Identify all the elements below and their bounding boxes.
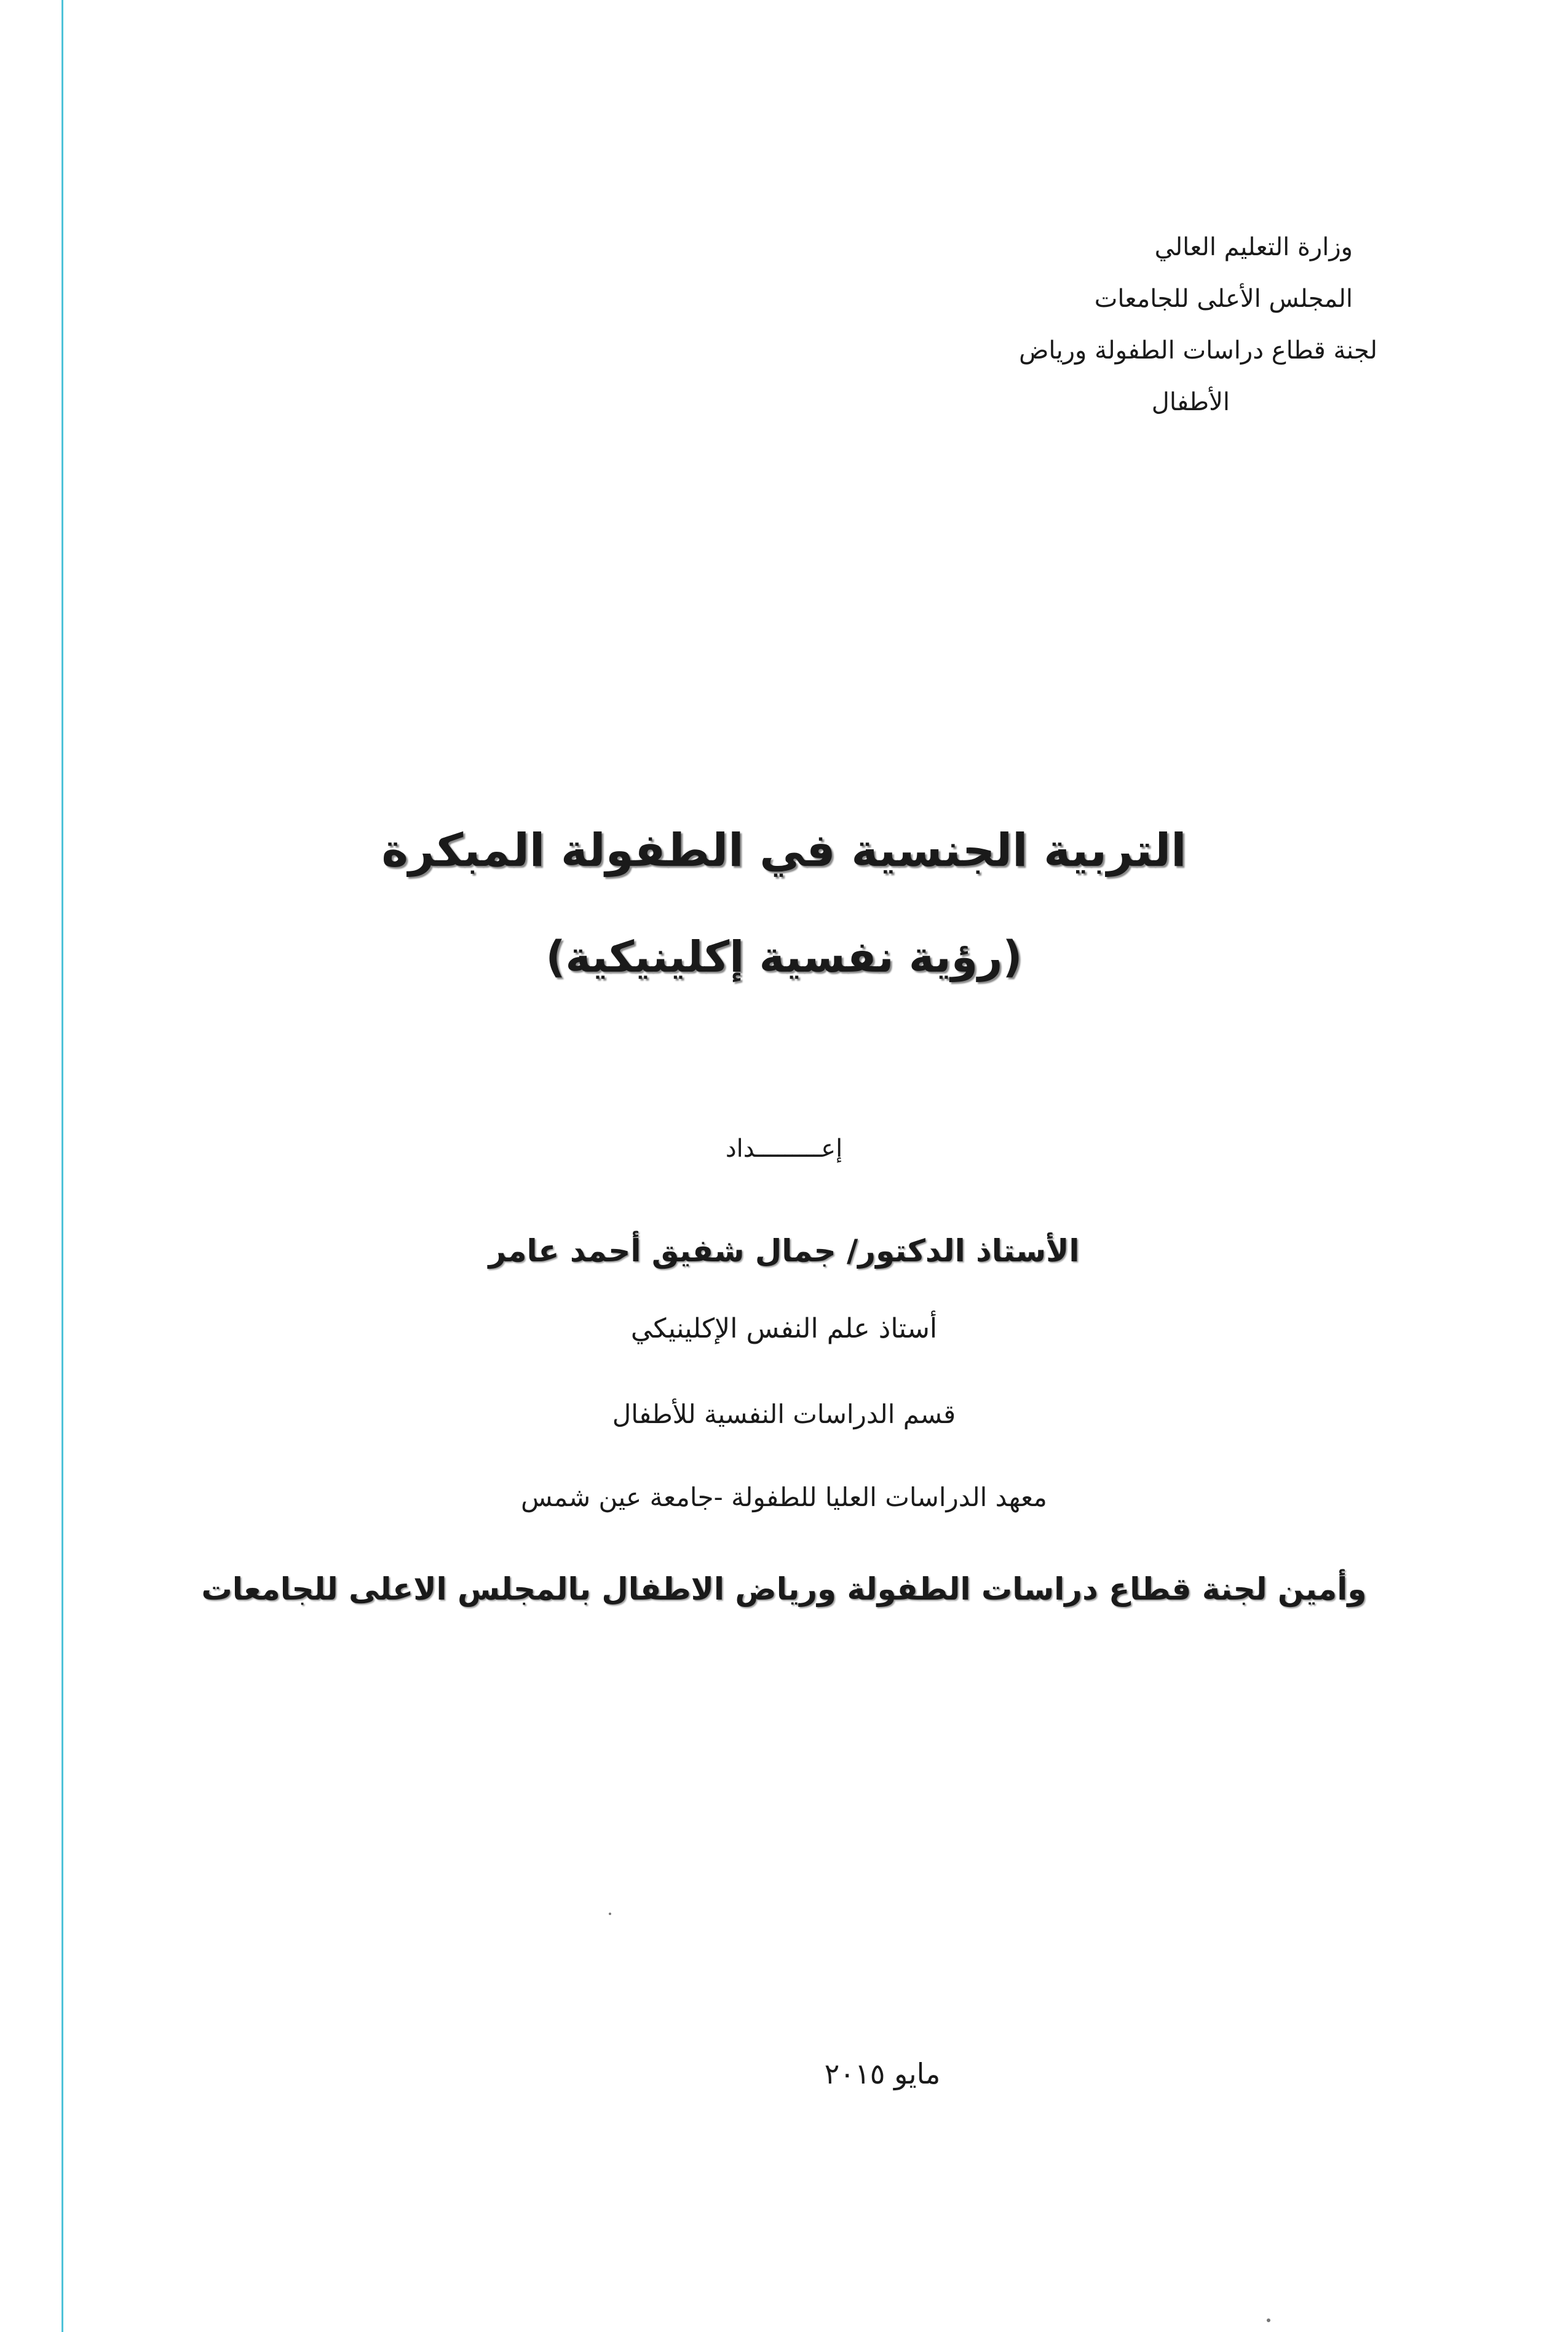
scan-speck bbox=[1267, 2318, 1270, 2322]
author-committee-role: وأمين لجنة قطاع دراسات الطفولة ورياض الاطفال بالمجلس الاعلى للجامعات bbox=[201, 1571, 1367, 1607]
document-subtitle: (رؤية نفسية إكلينيكية) bbox=[545, 932, 1023, 982]
author-position: أستاذ علم النفس الإكلينيكي bbox=[630, 1313, 938, 1344]
prepared-by-label: إعـــــــــداد bbox=[725, 1135, 843, 1163]
author-department: قسم الدراسات النفسية للأطفال bbox=[612, 1399, 956, 1429]
committee-name-continued: الأطفال bbox=[1151, 388, 1230, 416]
author-institute: معهد الدراسات العليا للطفولة -جامعة عين شمس bbox=[521, 1482, 1047, 1512]
scan-speck bbox=[609, 1913, 611, 1915]
ministry-header bbox=[984, 221, 1377, 428]
ministry-name: وزارة التعليم العالي bbox=[1154, 233, 1353, 261]
author-name: الأستاذ الدكتور/ جمال شفيق أحمد عامر bbox=[488, 1233, 1080, 1269]
council-name: المجلس الأعلى للجامعات bbox=[1094, 285, 1353, 313]
scan-edge-line bbox=[61, 0, 63, 2332]
document-title: التربية الجنسية في الطفولة المبكرة bbox=[381, 824, 1187, 877]
publication-date: مايو ٢٠١٥ bbox=[824, 2057, 941, 2090]
committee-name: لجنة قطاع دراسات الطفولة ورياض bbox=[1019, 336, 1377, 365]
